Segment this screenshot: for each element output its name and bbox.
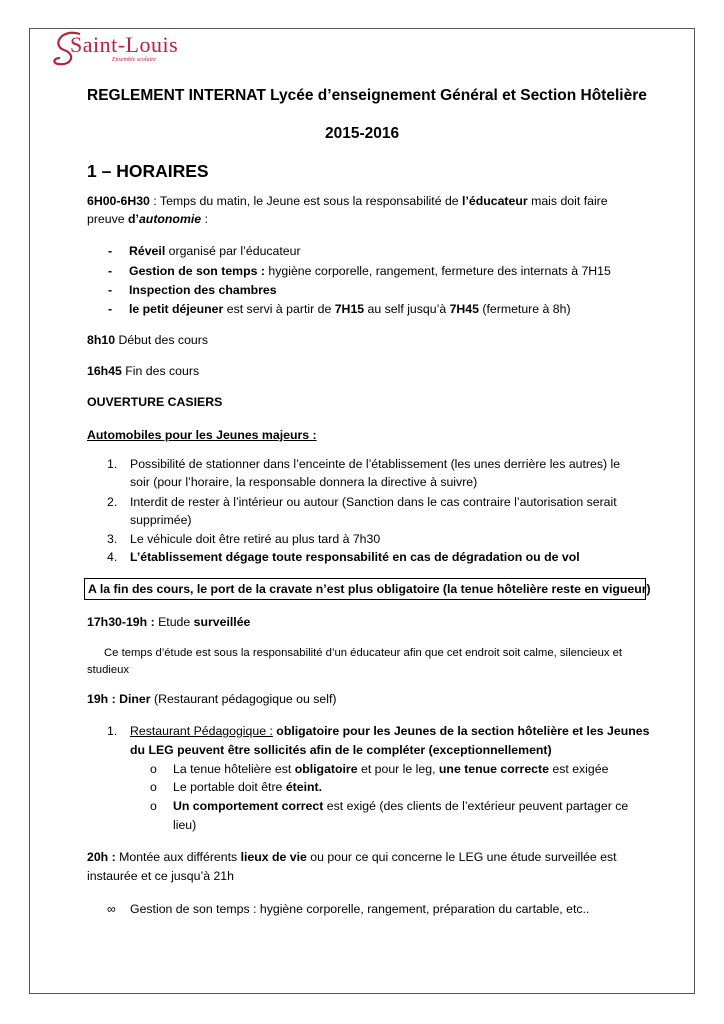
evening-line-2: instaurée et ce jusqu’à 21h	[87, 869, 234, 883]
diner-line: 19h : Diner (Restaurant pédagogique ou self)	[87, 692, 337, 706]
sub-list-item-cont: lieu)	[173, 818, 197, 832]
etude-note-line-1: Ce temps d’étude est sous la responsabilité d’un éducateur afin que cet endroit soit calme, silencieux et	[104, 647, 623, 659]
list-item-breakfast: - le petit déjeuner est servi à partir de 7H15 au self jusqu’à 7H45 (fermeture à 8h)	[108, 302, 571, 316]
sub-list-item: o Le portable doit être éteint.	[150, 780, 323, 794]
list-item: - Gestion de son temps : hygiène corporelle, rangement, fermeture des internats à 7H15	[108, 264, 611, 278]
fin-cours: 16h45 Fin des cours	[87, 364, 200, 378]
section-heading-horaires: 1 – HORAIRES	[87, 161, 209, 181]
morning-line-1: 6H00-6H30 : Temps du matin, le Jeune est sous la responsabilité de l’éducateur mais doit faire	[87, 194, 608, 208]
etude-line: 17h30-19h : Etude surveillée	[87, 615, 251, 629]
list-item: 2. Interdit de rester à l’intérieur ou autour (Sanction dans le cas contraire l’autorisation serait	[107, 495, 617, 509]
evening-line-1: 20h : Montée aux différents lieux de vie ou pour ce qui concerne le LEG une étude surveillée est	[87, 850, 617, 864]
list-item-cont: supprimée)	[130, 513, 192, 527]
list-item: - Inspection des chambres	[108, 283, 277, 297]
notice-text: A la fin des cours, le port de la cravate n’est plus obligatoire (la tenue hôtelière reste en vigueur)	[88, 582, 651, 596]
ouverture-casiers: OUVERTURE CASIERS	[87, 395, 223, 409]
debut-cours: 8h10 Début des cours	[87, 333, 208, 347]
school-year: 2015-2016	[325, 125, 400, 142]
automobiles-heading: Automobiles pour les Jeunes majeurs :	[87, 428, 317, 442]
list-item-cont: soir (pour l’horaire, la responsable donnera la directive à suivre)	[130, 475, 478, 489]
evening-list-item: ∞ Gestion de son temps : hygiène corporelle, rangement, préparation du cartable, etc..	[107, 902, 590, 916]
resto-item: 1. Restaurant Pédagogique : obligatoire pour les Jeunes de la section hôtelière et les Jeunes	[107, 724, 650, 738]
list-item: 3. Le véhicule doit être retiré au plus tard à 7h30	[107, 532, 381, 546]
sub-list-item: o La tenue hôtelière est obligatoire et pour le leg, une tenue correcte est exigée	[150, 762, 609, 776]
morning-line-2: preuve d’autonomie :	[87, 212, 208, 226]
sub-list-item: o Un comportement correct est exigé (des clients de l’extérieur peuvent partager ce	[150, 799, 629, 813]
etude-note-line-2: studieux	[87, 664, 130, 676]
list-item: 4. L’établissement dégage toute responsabilité en cas de dégradation ou de vol	[107, 550, 580, 564]
resto-item-cont: du LEG peuvent être sollicités afin de le compléter (exceptionnellement)	[130, 743, 552, 757]
saint-louis-logo	[50, 30, 180, 70]
logo-text: Saint-Louis	[70, 32, 179, 57]
list-item: 1. Possibilité de stationner dans l’enceinte de l’établissement (les unes derrière les autres) le	[107, 457, 621, 471]
page-title: REGLEMENT INTERNAT Lycée d’enseignement Général et Section Hôtelière	[87, 87, 647, 104]
logo-tagline: Ensemble scolaire	[112, 57, 156, 63]
list-item: - Réveil organisé par l’éducateur	[108, 244, 301, 258]
